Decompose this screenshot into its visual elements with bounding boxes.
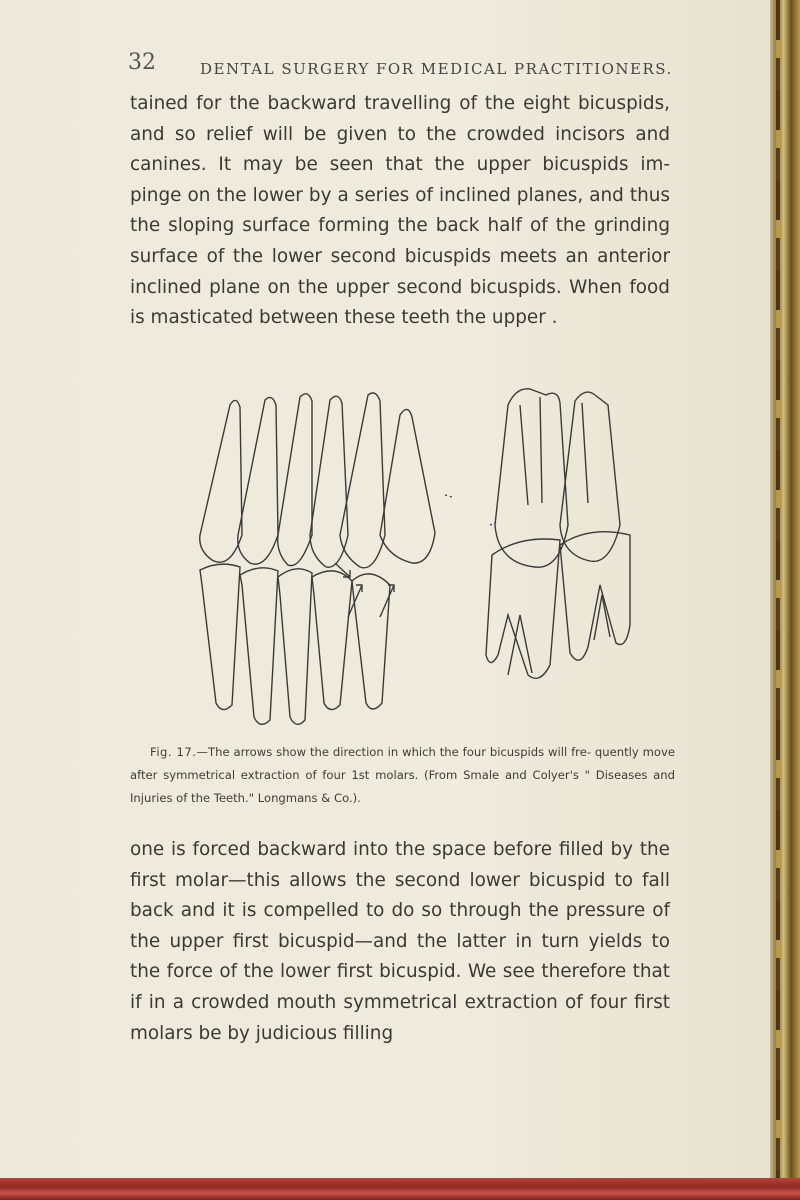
teeth-illustration xyxy=(190,385,650,735)
book-binding-edge xyxy=(770,0,800,1200)
figure-label: Fig. 17. xyxy=(150,745,197,759)
figure-caption xyxy=(130,741,675,810)
paragraph-bottom: one is forced backward into the space before filled by the first molar—this allows the second lower bicuspid to fall back and it is compelled to do so through the pressure of the upper first bicuspid—and the latter in turn yields to the force of the lower first bicuspid. We see therefore that if in a crowded mouth symmetrical extraction of four first molars be by judicious filling xyxy=(130,839,670,1044)
running-head: DENTAL SURGERY FOR MEDICAL PRACTITIONERS. xyxy=(200,60,673,78)
paragraph-top: tained for the backward travelling of the eight bicuspids, and so relief will be given to the crowded incisors and canines. It may be seen that the upper bicuspids im- pinge on the lower by a series of inclined planes, and thus the sloping surface forming the back half of the grinding surface of the lower second bicuspids meets an anterior inclined plane on the upper second bicuspids. When food is masticated between these teeth the upper . xyxy=(130,93,670,329)
book-cover-edge xyxy=(0,1178,800,1200)
figure-caption-text: —The arrows show the direction in which the four bicuspids will fre- quently move after symmetrical extraction of four 1st molars. (From Smale and Colyer's " Diseases and Injuries of the Teeth." Longmans & Co.). xyxy=(130,745,675,805)
page-number: 32 xyxy=(128,50,156,75)
